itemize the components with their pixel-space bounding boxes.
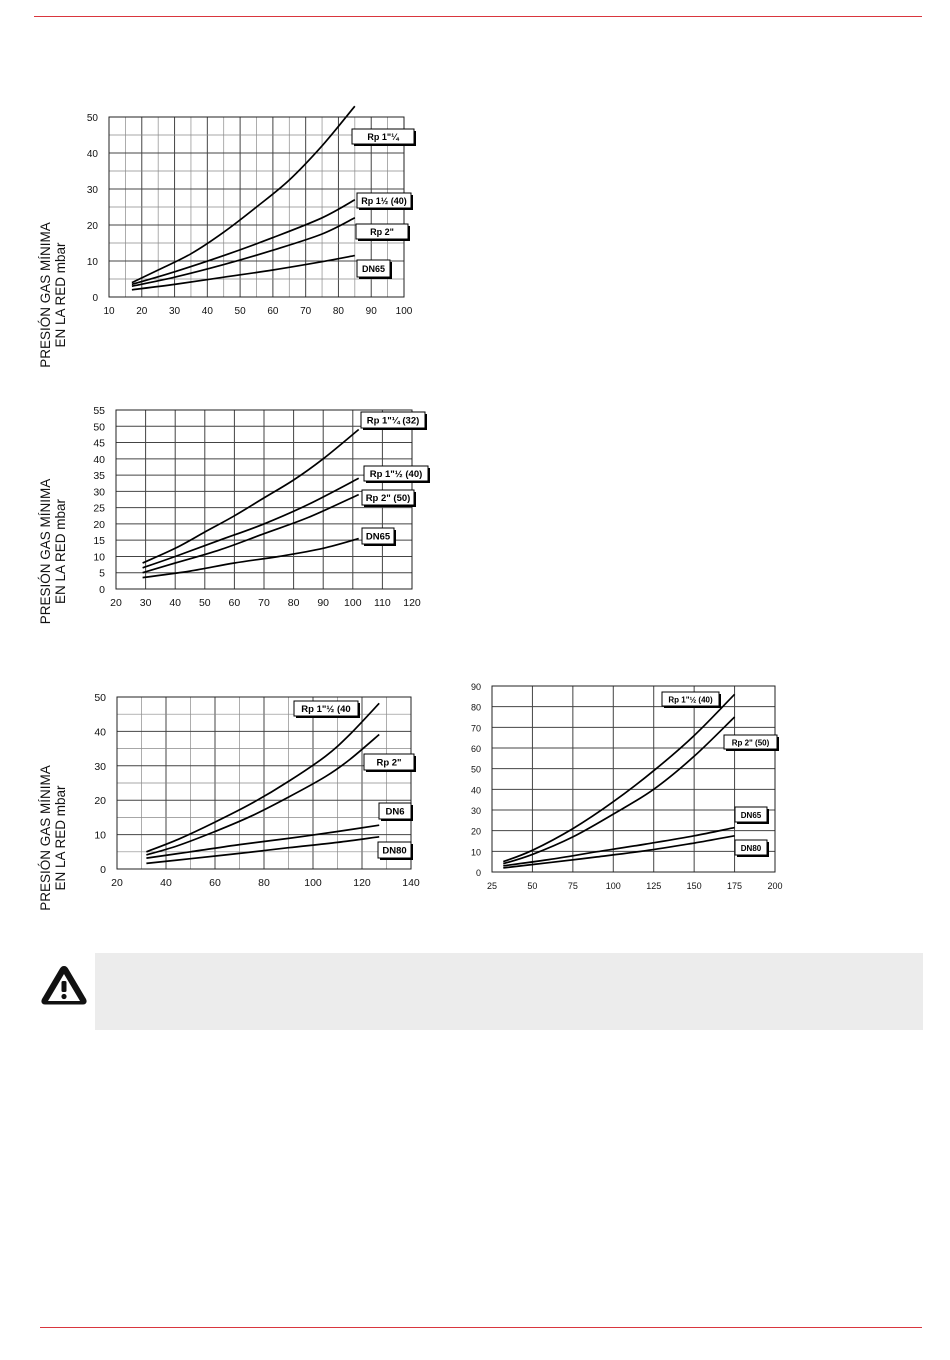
chart-1 bbox=[87, 106, 416, 317]
y-tick-label: 30 bbox=[94, 760, 106, 773]
series-label: Rp 1"½ (40 bbox=[301, 704, 351, 715]
y-tick-label: 50 bbox=[94, 692, 106, 704]
y-tick-label: 60 bbox=[470, 744, 481, 754]
y-tick-label: 50 bbox=[470, 764, 481, 775]
chart-4 bbox=[471, 682, 783, 891]
y-tick-label: 20 bbox=[470, 826, 481, 837]
series-label: Rp 2" bbox=[376, 757, 402, 769]
series-line bbox=[132, 218, 355, 286]
series-label: Rp 1"½ (40) bbox=[668, 695, 713, 705]
y-axis-label-line1: PRESIÓN GAS MÍNIMA bbox=[38, 478, 53, 625]
x-tick-label: 175 bbox=[727, 881, 743, 891]
x-tick-label: 20 bbox=[111, 877, 123, 889]
y-tick-label: 35 bbox=[93, 470, 105, 483]
y-axis-label-line2: EN LA RED mbar bbox=[53, 785, 68, 891]
series-line bbox=[146, 703, 379, 852]
x-tick-label: 100 bbox=[605, 881, 621, 891]
y-tick-label: 0 bbox=[92, 293, 98, 304]
x-tick-label: 100 bbox=[344, 597, 362, 609]
x-tick-label: 40 bbox=[201, 306, 213, 317]
series-label: Rp 1½ (40) bbox=[361, 196, 407, 206]
y-axis-label-line1: PRESIÓN GAS MÍNIMA bbox=[38, 222, 53, 368]
y-tick-label: 0 bbox=[475, 868, 481, 878]
x-tick-label: 80 bbox=[332, 306, 345, 317]
y-tick-label: 70 bbox=[470, 723, 481, 734]
series-label: DN65 bbox=[361, 264, 386, 274]
x-tick-label: 40 bbox=[160, 877, 172, 889]
x-tick-label: 20 bbox=[110, 597, 122, 609]
x-tick-label: 140 bbox=[402, 877, 420, 889]
series-label: Rp 1"½ (40) bbox=[369, 469, 423, 480]
y-tick-label: 90 bbox=[470, 682, 481, 692]
x-tick-label: 20 bbox=[136, 306, 148, 317]
x-tick-label: 60 bbox=[209, 877, 221, 889]
x-tick-label: 80 bbox=[287, 597, 300, 609]
x-tick-label: 10 bbox=[103, 306, 115, 317]
series-line bbox=[146, 735, 379, 855]
y-tick-label: 55 bbox=[93, 405, 105, 417]
series-label: DN80 bbox=[382, 845, 407, 857]
series-label: DN80 bbox=[740, 844, 762, 853]
x-tick-label: 25 bbox=[486, 881, 498, 891]
y-tick-label: 20 bbox=[86, 221, 98, 232]
warning-box bbox=[95, 953, 923, 1030]
x-tick-label: 50 bbox=[527, 881, 538, 891]
y-tick-label: 30 bbox=[470, 806, 481, 816]
x-tick-label: 150 bbox=[686, 881, 702, 891]
y-axis-label-line1: PRESIÓN GAS MÍNIMA bbox=[38, 765, 53, 911]
x-tick-label: 120 bbox=[353, 877, 371, 889]
x-tick-label: 125 bbox=[646, 881, 662, 891]
warning-triangle-icon bbox=[40, 964, 88, 1006]
x-tick-label: 80 bbox=[258, 877, 270, 889]
plot-frame bbox=[492, 686, 775, 872]
bottom-rule bbox=[40, 1327, 922, 1328]
y-tick-label: 10 bbox=[470, 847, 481, 858]
series-label: DN6 bbox=[385, 806, 405, 818]
y-axis-label-line2: EN LA RED mbar bbox=[53, 242, 68, 348]
series-line bbox=[132, 200, 355, 285]
y-tick-label: 40 bbox=[470, 785, 481, 796]
chart-3 bbox=[94, 692, 420, 889]
y-tick-label: 5 bbox=[99, 567, 105, 580]
x-tick-label: 110 bbox=[374, 597, 391, 609]
x-tick-label: 70 bbox=[258, 597, 270, 609]
y-tick-label: 80 bbox=[470, 702, 481, 713]
y-tick-label: 45 bbox=[93, 437, 105, 450]
x-tick-label: 60 bbox=[267, 306, 279, 317]
series-label: DN65 bbox=[365, 531, 391, 543]
y-tick-label: 50 bbox=[93, 421, 105, 434]
x-tick-label: 50 bbox=[234, 306, 246, 317]
x-tick-label: 50 bbox=[198, 597, 211, 609]
series-label: Rp 1"¼ (32) bbox=[366, 415, 420, 427]
y-tick-label: 40 bbox=[94, 726, 106, 739]
y-tick-label: 10 bbox=[86, 257, 98, 268]
y-tick-label: 25 bbox=[93, 502, 105, 515]
y-tick-label: 15 bbox=[93, 535, 105, 548]
y-tick-label: 20 bbox=[93, 518, 105, 531]
x-tick-label: 30 bbox=[168, 306, 181, 317]
series-label: DN65 bbox=[740, 811, 762, 820]
y-tick-label: 10 bbox=[93, 551, 105, 564]
x-tick-label: 60 bbox=[228, 597, 241, 609]
series-label: Rp 2" (50) bbox=[731, 738, 770, 748]
x-tick-label: 75 bbox=[567, 881, 578, 891]
series-line bbox=[503, 694, 734, 861]
x-tick-label: 100 bbox=[304, 877, 322, 889]
y-tick-label: 30 bbox=[93, 486, 105, 499]
chart-2 bbox=[93, 405, 430, 609]
y-tick-label: 20 bbox=[94, 795, 106, 808]
y-tick-label: 40 bbox=[93, 453, 105, 466]
x-tick-label: 120 bbox=[403, 597, 421, 609]
x-tick-label: 70 bbox=[300, 306, 312, 317]
y-tick-label: 40 bbox=[86, 149, 98, 160]
series-label: Rp 2" (50) bbox=[365, 493, 411, 504]
series-line bbox=[132, 106, 355, 282]
x-tick-label: 200 bbox=[767, 881, 783, 891]
series-label: Rp 2" bbox=[370, 227, 394, 237]
y-tick-label: 30 bbox=[86, 185, 98, 196]
x-tick-label: 100 bbox=[395, 306, 413, 317]
y-tick-label: 0 bbox=[99, 584, 105, 596]
x-tick-label: 90 bbox=[317, 597, 330, 609]
series-label: Rp 1"¼ bbox=[367, 132, 399, 142]
x-tick-label: 90 bbox=[365, 306, 377, 317]
y-axis-label-line2: EN LA RED mbar bbox=[53, 498, 68, 605]
x-tick-label: 40 bbox=[169, 597, 182, 609]
y-tick-label: 10 bbox=[94, 829, 106, 842]
y-tick-label: 50 bbox=[86, 113, 98, 124]
y-tick-label: 0 bbox=[100, 864, 106, 876]
x-tick-label: 30 bbox=[139, 597, 152, 609]
